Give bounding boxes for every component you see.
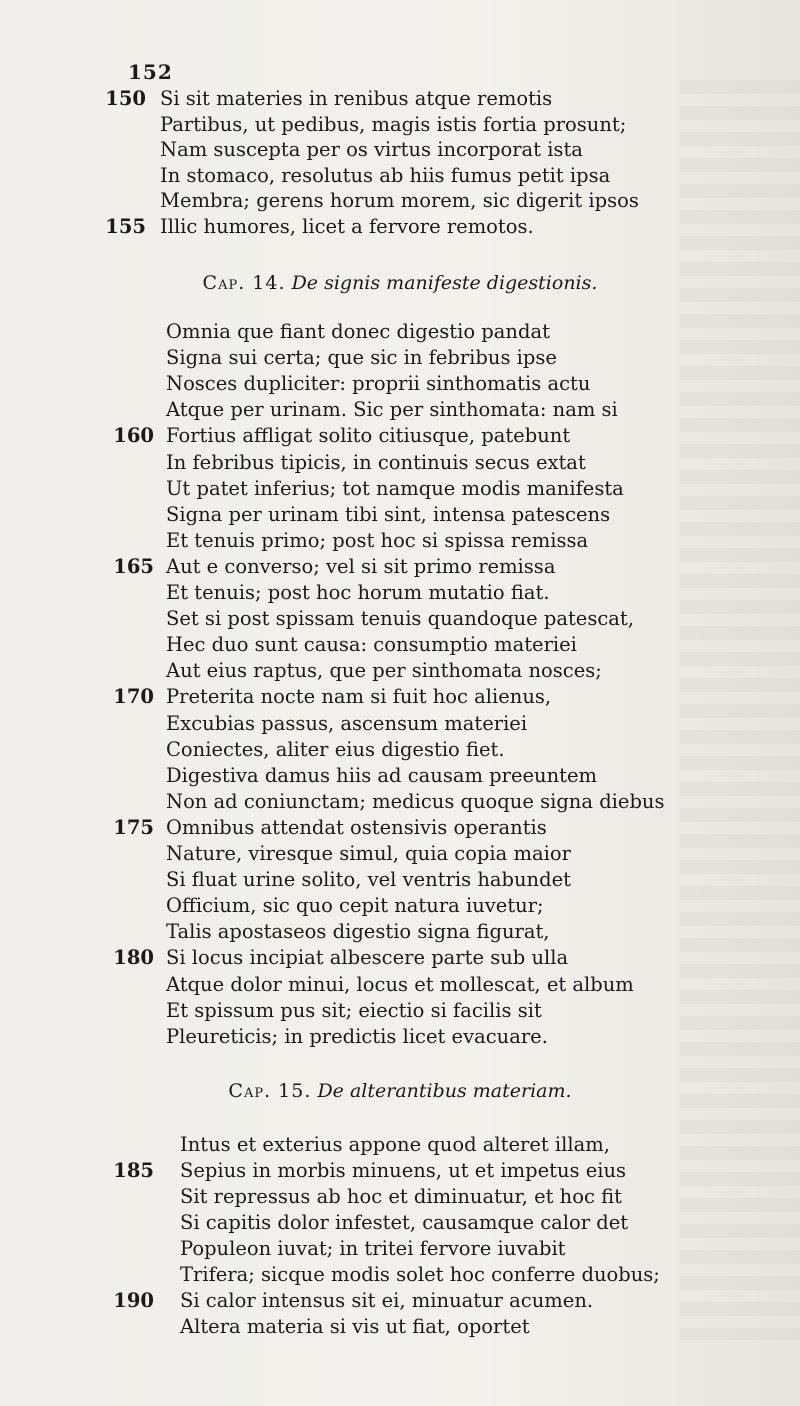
- verse-line: [0, 1288, 800, 1314]
- verse-line: [0, 423, 800, 449]
- line-number: 170: [113, 685, 154, 709]
- verse-line: [0, 397, 800, 423]
- verse-text: Atque per urinam. Sic per sinthomata: nam si: [166, 398, 618, 422]
- verse-text: Si capitis dolor infestet, causamque calor det: [180, 1211, 629, 1234]
- verse-text: Si fluat urine solito, vel ventris habundet: [166, 868, 571, 892]
- verse-text: Et spissum pus sit; eiectio si facilis sit: [166, 998, 542, 1022]
- line-number: 175: [113, 815, 154, 839]
- verse-line: [0, 632, 800, 658]
- chapter-heading-14: [0, 270, 800, 296]
- verse-text: Illic humores, licet a fervore remotos.: [160, 215, 534, 238]
- verse-text: Digestiva damus hiis ad causam preeuntem: [166, 763, 598, 787]
- verse-line: [0, 919, 800, 945]
- verse-line: [0, 502, 800, 528]
- verse-text: Aut e converso; vel si sit primo remissa: [166, 554, 556, 578]
- verse-text: Coniectes, aliter eius digestio fiet.: [166, 737, 505, 761]
- verse-text: Membra; gerens horum morem, sic digerit ipsos: [160, 189, 639, 213]
- verse-text: Fortius affligat solito citiusque, patebunt: [166, 424, 571, 448]
- verse-line: [0, 371, 800, 397]
- chapter-title: De signis manifeste digestionis.: [291, 272, 598, 294]
- verse-text: Signa per urinam tibi sint, intensa patescens: [166, 502, 611, 526]
- verse-line: [0, 737, 800, 763]
- verse-text: Et tenuis; post hoc horum mutatio fiat.: [166, 581, 550, 604]
- verse-line: [0, 945, 800, 971]
- verse-line: [0, 763, 800, 789]
- verse-text: Signa sui certa; que sic in febribus ipse: [166, 346, 557, 370]
- verse-line: [0, 684, 800, 710]
- verse-text: Set si post spissam tenuis quandoque patescat,: [166, 607, 634, 631]
- verse-text: Partibus, ut pedibus, magis istis fortia prosunt;: [160, 112, 627, 136]
- verse-line: [0, 1024, 800, 1050]
- verse-text: Nam suscepta per os virtus incorporat ista: [160, 138, 583, 162]
- verse-text: Non ad coniunctam; medicus quoque signa diebus: [166, 789, 665, 813]
- verse-text: Nosces dupliciter: proprii sinthomatis actu: [166, 372, 591, 396]
- verse-line: [0, 658, 800, 684]
- verse-line: [0, 998, 800, 1024]
- line-number: 150: [105, 87, 146, 110]
- line-number: 180: [113, 946, 154, 970]
- verse-line: [0, 789, 800, 815]
- line-number: 165: [113, 554, 154, 578]
- verse-line: [0, 1314, 800, 1340]
- verse-line: [0, 1132, 800, 1158]
- verse-text: Si calor intensus sit ei, minuatur acumen.: [180, 1289, 594, 1312]
- verse-line: [0, 893, 800, 919]
- verse-text: Ut patet inferius; tot namque modis manifesta: [166, 476, 624, 500]
- verse-line: [0, 972, 800, 998]
- line-number: 190: [113, 1289, 154, 1312]
- verse-line: [0, 606, 800, 632]
- chapter-heading-15: [0, 1078, 800, 1104]
- verse-line: [0, 476, 800, 502]
- line-number: 155: [105, 215, 146, 238]
- verse-line: [0, 112, 800, 138]
- verse-text: Hec duo sunt causa: consumptio materiei: [166, 633, 577, 657]
- verse-line: [0, 580, 800, 606]
- verse-text: In febribus tipicis, in continuis secus extat: [166, 450, 586, 474]
- verse-text: Intus et exterius appone quod alteret illam,: [180, 1133, 610, 1156]
- verse-line: [0, 815, 800, 841]
- line-number: 160: [113, 424, 154, 448]
- verse-line: [0, 214, 800, 240]
- chapter-number: Cap. 14.: [202, 272, 286, 294]
- verse-text: Altera materia si vis ut fiat, oportet: [180, 1315, 530, 1338]
- verse-line: [0, 86, 800, 112]
- verse-line: [0, 1158, 800, 1184]
- verse-text: Excubias passus, ascensum materiei: [166, 711, 528, 735]
- verse-line: [0, 867, 800, 893]
- chapter-title: De alterantibus materiam.: [317, 1080, 572, 1102]
- verse-text: Pleureticis; in predictis licet evacuare.: [166, 1024, 548, 1048]
- verse-text: Talis apostaseos digestio signa figurat,: [166, 920, 550, 944]
- verse-line: [0, 554, 800, 580]
- chapter-number: Cap. 15.: [228, 1080, 312, 1102]
- verse-line: [0, 1262, 800, 1288]
- verse-line: [0, 345, 800, 371]
- verse-text: Officium, sic quo cepit natura iuvetur;: [166, 894, 544, 918]
- verse-text: Et tenuis primo; post hoc si spissa remissa: [166, 528, 589, 552]
- verse-text: Trifera; sicque modis solet hoc conferre duobus;: [180, 1263, 660, 1286]
- verse-text: Omnibus attendat ostensivis operantis: [166, 815, 547, 839]
- verse-line: [0, 841, 800, 867]
- verse-line: [0, 163, 800, 189]
- verse-text: Omnia que fiant donec digestio pandat: [166, 320, 550, 343]
- verse-line: [0, 137, 800, 163]
- verse-text: Sit repressus ab hoc et diminuatur, et hoc fit: [180, 1185, 622, 1208]
- verse-text: Populeon iuvat; in tritei fervore iuvabit: [180, 1237, 566, 1260]
- page-number: 152: [128, 60, 173, 84]
- verse-line: [0, 188, 800, 214]
- verse-text: Si sit materies in renibus atque remotis: [160, 87, 553, 110]
- verse-line: [0, 450, 800, 476]
- verse-text: Atque dolor minui, locus et mollescat, et album: [166, 972, 634, 996]
- verse-line: [0, 1184, 800, 1210]
- verse-text: In stomaco, resolutus ab hiis fumus petit ipsa: [160, 163, 611, 187]
- verse-line: [0, 319, 800, 345]
- verse-line: [0, 528, 800, 554]
- line-number: 185: [113, 1159, 154, 1182]
- verse-line: [0, 1236, 800, 1262]
- verse-line: [0, 711, 800, 737]
- verse-text: Preterita nocte nam si fuit hoc alienus,: [166, 685, 552, 709]
- verse-text: Si locus incipiat albescere parte sub ulla: [166, 946, 569, 970]
- verse-text: Aut eius raptus, que per sinthomata nosces;: [166, 659, 602, 683]
- verse-text: Sepius in morbis minuens, ut et impetus eius: [180, 1159, 627, 1182]
- verse-text: Nature, viresque simul, quia copia maior: [166, 842, 571, 865]
- verse-line: [0, 1210, 800, 1236]
